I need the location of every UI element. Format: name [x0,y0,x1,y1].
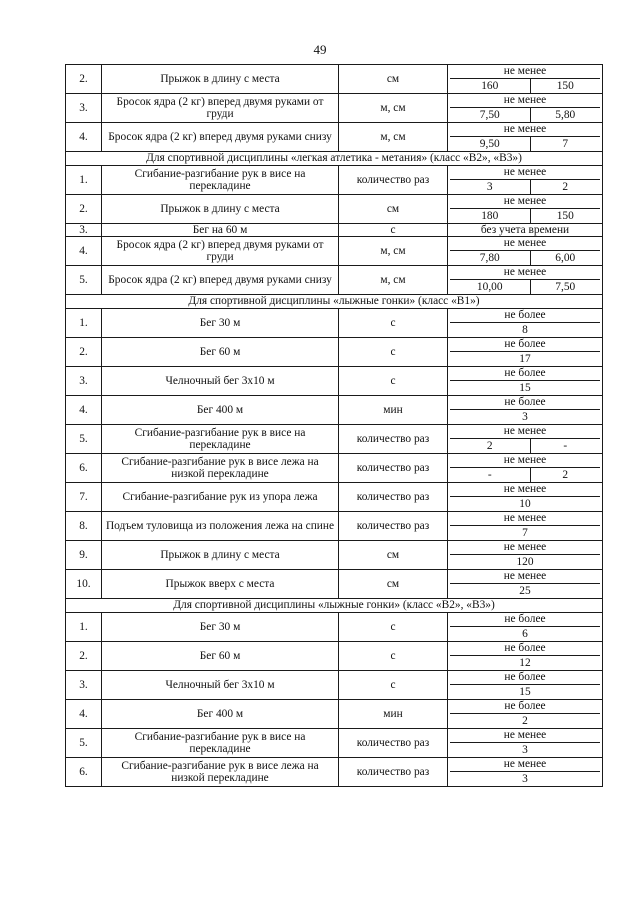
norm-value: 5,80 [530,108,601,122]
norm-value: 2 [522,715,528,727]
row-number: 5. [66,729,102,758]
norm-value: 7,50 [479,109,500,121]
row-number: 5. [66,425,102,454]
table-row [66,123,603,152]
unit: с [339,671,448,700]
norm-value: 9,50 [479,138,500,150]
row-number: 6. [66,758,102,787]
norm-value: 8 [522,324,528,336]
table-row [66,454,603,483]
exercise-name: Бег 60 м [102,642,339,671]
norm-values [450,180,600,194]
section-header-row [66,152,603,166]
norm-cell [448,367,603,396]
norm-value: 150 [530,79,601,93]
row-number: 4. [66,237,102,266]
norm-value: 25 [519,585,531,597]
unit: с [339,367,448,396]
norm-value: 150 [530,209,601,223]
table-row [66,671,603,700]
norm-value: без учета времени [448,224,603,237]
norm-values [450,656,600,670]
norm-value: 3 [522,773,528,785]
norm-label: не более [450,396,600,410]
norm-value: 6 [522,628,528,640]
table-row [66,266,603,295]
unit: с [339,613,448,642]
exercise-name: Сгибание-разгибание рук в висе лежа на низкой перекладине [102,758,339,787]
row-number: 6. [66,454,102,483]
table-row [66,613,603,642]
row-number: 3. [66,367,102,396]
norm-value: 6,00 [530,251,601,265]
table-row [66,700,603,729]
section-title: Для спортивной дисциплины «легкая атлетика - метания» (класс «В2», «В3») [66,152,603,166]
norm-label: не менее [450,237,600,251]
norm-cell [448,570,603,599]
unit: количество раз [339,483,448,512]
norm-label: не менее [450,94,600,108]
unit: количество раз [339,454,448,483]
table-row [66,367,603,396]
table-row [66,224,603,237]
norm-label: не более [450,642,600,656]
row-number: 4. [66,700,102,729]
unit: м, см [339,94,448,123]
table-row [66,94,603,123]
norm-label: не более [450,309,600,323]
norm-cell [448,309,603,338]
norm-label: не менее [450,758,600,772]
exercise-name: Сгибание-разгибание рук из упора лежа [102,483,339,512]
norm-cell [448,396,603,425]
norm-value: 15 [519,686,531,698]
row-number: 1. [66,309,102,338]
norm-label: не менее [450,123,600,137]
exercise-name: Челночный бег 3х10 м [102,671,339,700]
unit: мин [339,396,448,425]
norm-values [450,714,600,728]
exercise-name: Бег 400 м [102,396,339,425]
norm-cell [448,425,603,454]
exercise-name: Бросок ядра (2 кг) вперед двумя руками снизу [102,266,339,295]
norm-values [450,439,600,453]
exercise-name: Сгибание-разгибание рук в висе на перекладине [102,425,339,454]
norm-label: не более [450,613,600,627]
unit: см [339,65,448,94]
exercise-name: Челночный бег 3х10 м [102,367,339,396]
norm-cell [448,642,603,671]
row-number: 1. [66,613,102,642]
norm-values [450,772,600,786]
row-number: 3. [66,671,102,700]
norm-cell [448,613,603,642]
exercise-name: Бег на 60 м [102,224,339,237]
page-number: 49 [313,42,327,57]
norm-values [450,352,600,366]
row-number: 9. [66,541,102,570]
norm-cell [448,483,603,512]
norm-values [450,526,600,540]
exercise-name: Прыжок вверх с места [102,570,339,599]
exercise-name: Бег 30 м [102,309,339,338]
row-number: 2. [66,195,102,224]
row-number: 2. [66,65,102,94]
unit: мин [339,700,448,729]
norm-values [450,685,600,699]
unit: см [339,195,448,224]
unit: количество раз [339,729,448,758]
norm-label: не менее [450,166,600,180]
norm-values [450,251,600,265]
norm-values [450,468,600,482]
unit: количество раз [339,512,448,541]
row-number: 8. [66,512,102,541]
norm-value: 15 [519,382,531,394]
norm-cell [448,266,603,295]
unit: см [339,541,448,570]
norm-value: - [530,439,601,453]
unit: количество раз [339,425,448,454]
norm-value: 2 [530,180,601,194]
norm-cell [448,123,603,152]
norm-cell [448,512,603,541]
exercise-name: Сгибание-разгибание рук в висе на перекладине [102,166,339,195]
norm-values [450,555,600,569]
exercise-name: Бросок ядра (2 кг) вперед двумя руками от груди [102,237,339,266]
table-row [66,570,603,599]
norm-value: 160 [481,80,499,92]
exercise-name: Подъем туловища из положения лежа на спине [102,512,339,541]
norm-values [450,323,600,337]
exercise-name: Бросок ядра (2 кг) вперед двумя руками снизу [102,123,339,152]
row-number: 2. [66,642,102,671]
norm-cell [448,671,603,700]
row-number: 1. [66,166,102,195]
norm-label: не менее [450,512,600,526]
table-row [66,65,603,94]
table-row [66,541,603,570]
unit: количество раз [339,758,448,787]
norm-value: 12 [519,657,531,669]
norm-value: 3 [486,181,493,193]
exercise-name: Бросок ядра (2 кг) вперед двумя руками от груди [102,94,339,123]
unit: с [339,338,448,367]
section-title: Для спортивной дисциплины «лыжные гонки» (класс «В2», «В3») [66,599,603,613]
norm-cell [448,338,603,367]
norm-label: не более [450,367,600,381]
norm-values [450,280,600,294]
norm-value: - [487,469,492,481]
exercise-name: Прыжок в длину с места [102,65,339,94]
norm-cell [448,700,603,729]
unit: м, см [339,123,448,152]
norm-label: не менее [450,195,600,209]
table-row [66,729,603,758]
unit: с [339,309,448,338]
section-header-row [66,295,603,309]
table-row [66,237,603,266]
table-row [66,338,603,367]
norm-value: 10,00 [476,281,503,293]
table-row [66,483,603,512]
row-number: 7. [66,483,102,512]
norm-label: не менее [450,483,600,497]
exercise-name: Прыжок в длину с места [102,195,339,224]
norm-cell [448,541,603,570]
unit: с [339,642,448,671]
norm-values [450,79,600,93]
exercise-name: Бег 400 м [102,700,339,729]
row-number: 3. [66,224,102,237]
norm-label: не более [450,671,600,685]
norm-cell [448,65,603,94]
norm-value: 7 [530,137,601,151]
norm-cell [448,758,603,787]
norm-cell [448,237,603,266]
norm-cell [448,729,603,758]
exercise-name: Сгибание-разгибание рук в висе лежа на низкой перекладине [102,454,339,483]
norm-value: 3 [522,411,528,423]
unit: м, см [339,266,448,295]
table-row [66,758,603,787]
norm-cell [448,454,603,483]
norm-cell [448,166,603,195]
norm-values [450,743,600,757]
unit: с [339,224,448,237]
norm-value: 7,50 [530,280,601,294]
norm-label: не менее [450,541,600,555]
norm-values [450,137,600,151]
row-number: 3. [66,94,102,123]
table-row [66,512,603,541]
unit: м, см [339,237,448,266]
norm-label: не менее [450,425,600,439]
norm-value: 10 [519,498,531,510]
unit: см [339,570,448,599]
unit: количество раз [339,166,448,195]
table-row [66,195,603,224]
exercise-name: Бег 30 м [102,613,339,642]
norm-label: не менее [450,729,600,743]
norm-value: 2 [486,440,493,452]
norm-value: 7,80 [479,252,500,264]
norm-label: не менее [450,266,600,280]
norm-value: 7 [522,527,528,539]
norm-values [450,497,600,511]
norm-cell [448,195,603,224]
section-header-row [66,599,603,613]
norm-values [450,410,600,424]
table-row [66,425,603,454]
standards-table [65,64,603,787]
norm-value: 2 [530,468,601,482]
row-number: 4. [66,123,102,152]
table-row [66,396,603,425]
norm-values [450,627,600,641]
norm-label: не менее [450,454,600,468]
norm-values [450,584,600,598]
exercise-name: Бег 60 м [102,338,339,367]
section-title: Для спортивной дисциплины «лыжные гонки» (класс «В1») [66,295,603,309]
norm-value: 3 [522,744,528,756]
norm-label: не менее [450,570,600,584]
table-row [66,309,603,338]
exercise-name: Сгибание-разгибание рук в висе на перекладине [102,729,339,758]
norm-cell [448,94,603,123]
table-row [66,642,603,671]
exercise-name: Прыжок в длину с места [102,541,339,570]
norm-values [450,209,600,223]
norm-value: 17 [519,353,531,365]
norm-value: 120 [516,556,534,568]
row-number: 5. [66,266,102,295]
row-number: 2. [66,338,102,367]
row-number: 4. [66,396,102,425]
norm-label: не более [450,338,600,352]
table-row [66,166,603,195]
norm-label: не менее [450,65,600,79]
norm-values [450,108,600,122]
norm-label: не более [450,700,600,714]
norm-value: 180 [481,210,499,222]
norm-values [450,381,600,395]
row-number: 10. [66,570,102,599]
